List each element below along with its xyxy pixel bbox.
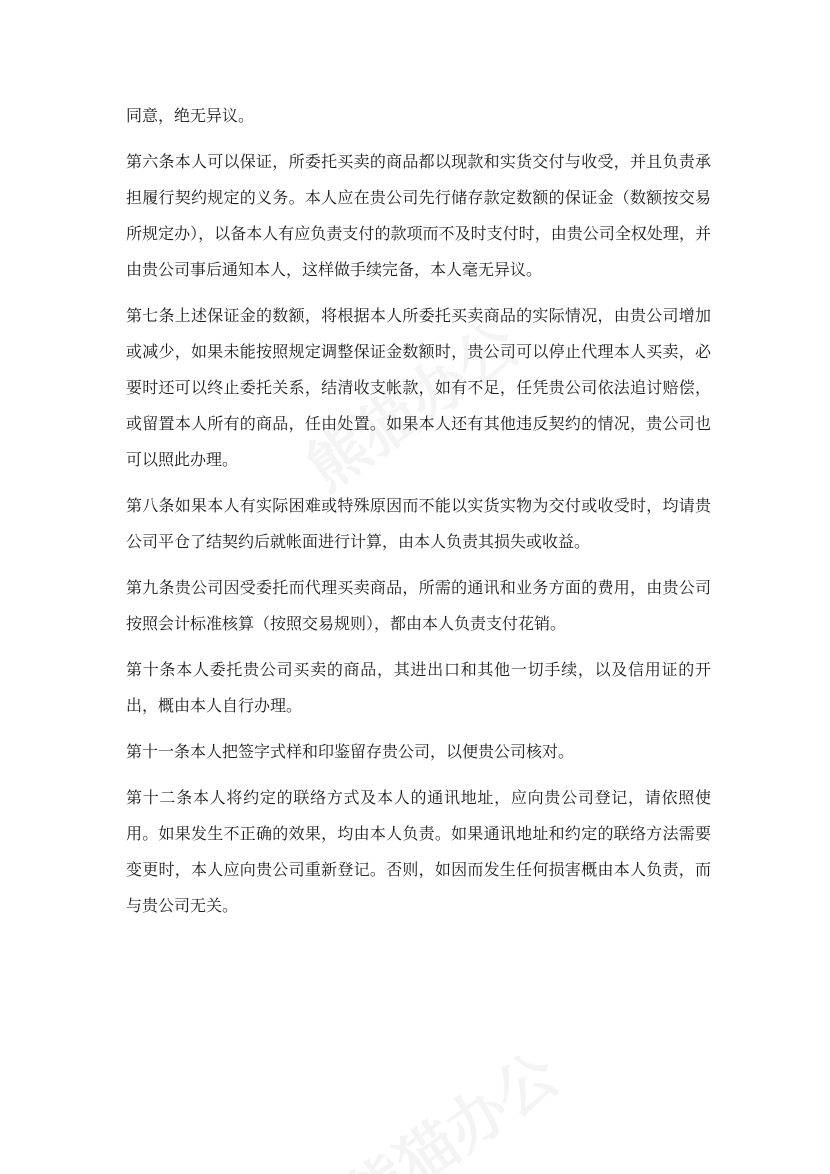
article-12-paragraph: 第十二条本人将约定的联络方式及本人的通讯地址，应向贵公司登记，请依照使用。如果发生不正确的效果，均由本人负责。如果通讯地址和约定的联络方法需要变更时，本人应向贵公司重新登记。否则，如因而发生任何损害概由本人负责，而与贵公司无关。: [126, 788, 711, 915]
article-9-paragraph: 第九条贵公司因受委托而代理买卖商品，所需的通讯和业务方面的费用，由贵公司按照会计标准核算（按照交易规则），都由本人负责支付花销。: [126, 578, 711, 633]
article-10-paragraph: 第十条本人委托贵公司买卖的商品，其进出口和其他一切手续，以及信用证的开出，概由本人自行办理。: [126, 660, 711, 715]
article-11-paragraph: 第十一条本人把签字式样和印鉴留存贵公司，以便贵公司核对。: [126, 742, 575, 761]
article-7-paragraph: 第七条上述保证金的数额，将根据本人所委托买卖商品的实际情况，由贵公司增加或减少，如果未能按照规定调整保证金数额时，贵公司可以停止代理本人买卖，必要时还可以终止委托关系，结清收支帐款，如有不足，任凭贵公司依法追讨赔偿，或留置本人所有的商品，任由处置。如果本人还有其他违反契约的情况，贵公司也可以照此办理。: [126, 306, 711, 469]
article-8-paragraph: 第八条如果本人有实际困难或特殊原因而不能以实货实物为交付或收受时，均请贵公司平仓了结契约后就帐面进行计算，由本人负责其损失或收益。: [126, 496, 711, 551]
document-body: [126, 98, 711, 934]
article-6-paragraph: 第六条本人可以保证，所委托买卖的商品都以现款和实货交付与收受，并且负责承担履行契约规定的义务。本人应在贵公司先行储存款定数额的保证金（数额按交易所规定办），以备本人有应负责支付的款项而不及时支付时，由贵公司全权处理，并由贵公司事后通知本人，这样做手续完备，本人毫无异议。: [126, 152, 711, 279]
watermark: [327, 1029, 573, 1174]
paragraph-continuation: 同意，绝无异议。: [126, 106, 255, 125]
